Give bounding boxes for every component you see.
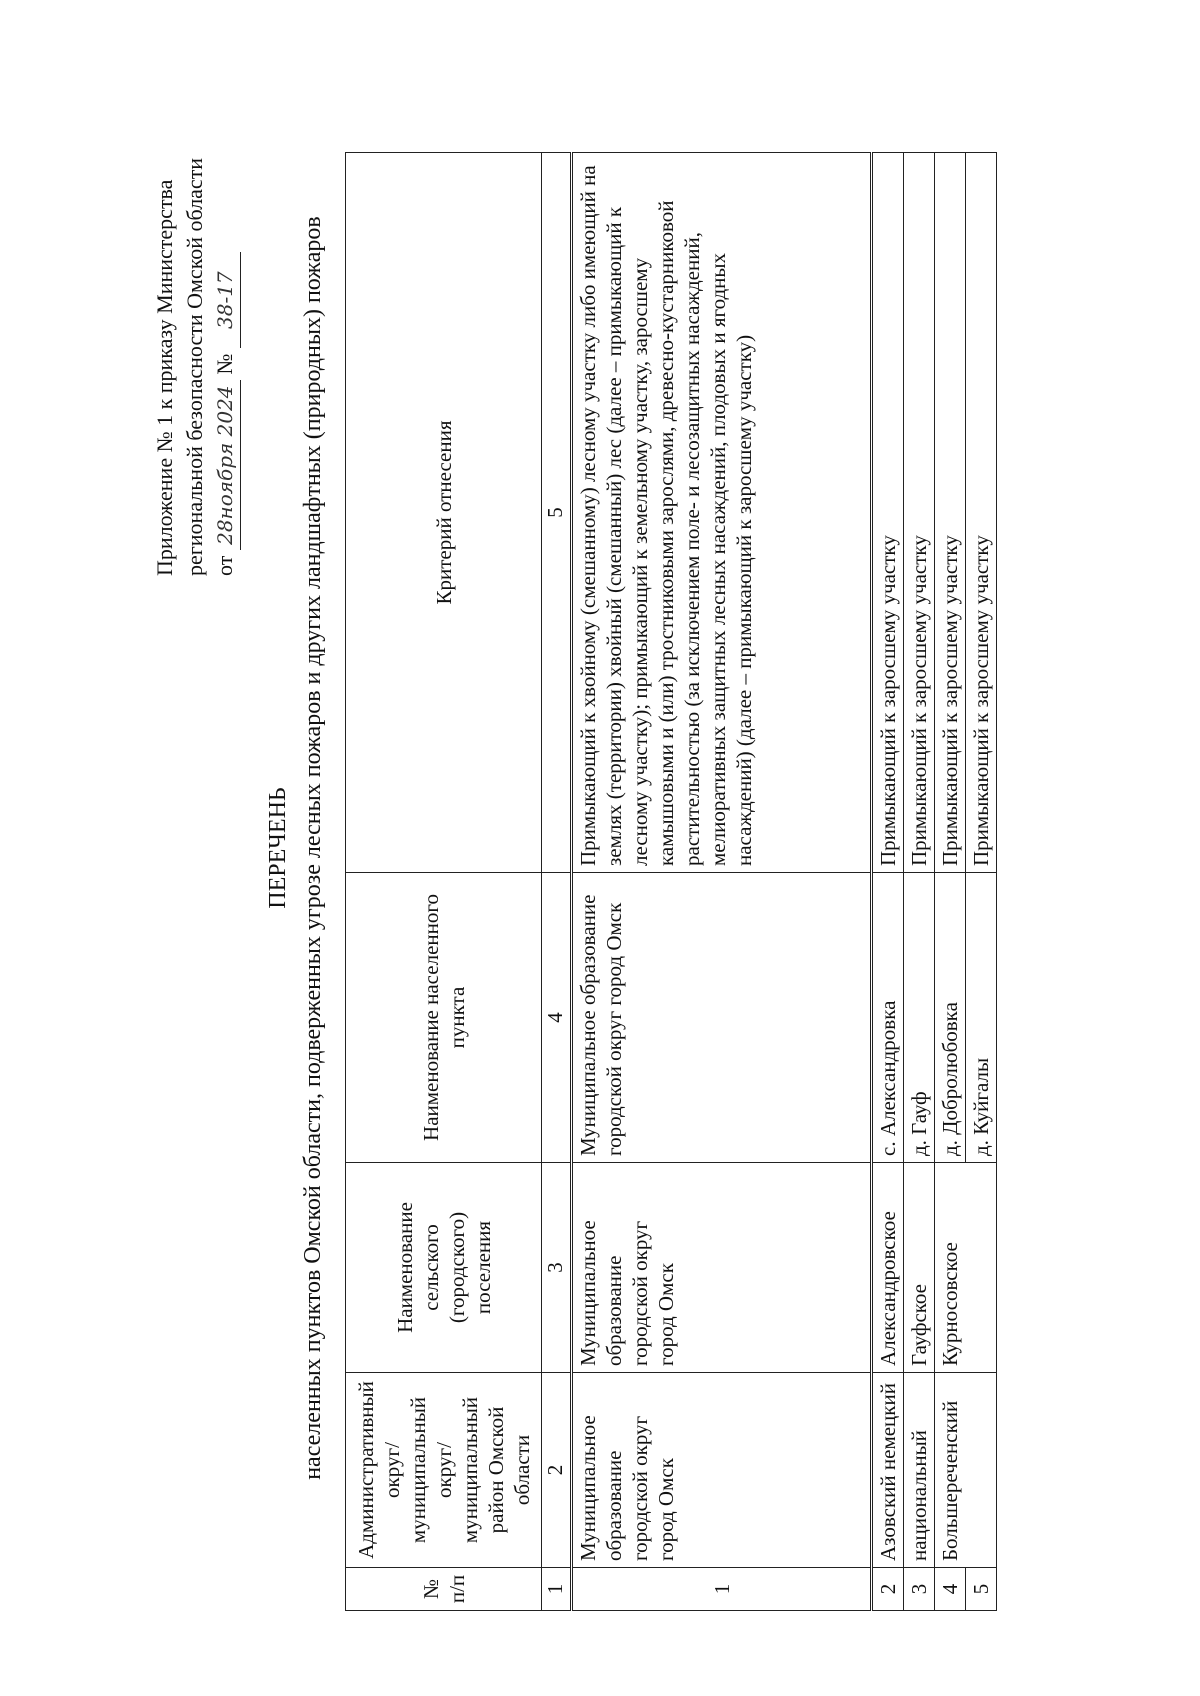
table-row (872, 153, 904, 1611)
header-cell: № п/п (346, 1568, 542, 1611)
column-number-cell: 3 (542, 1163, 572, 1373)
header-cell: Административный округ/ муниципальный округ/ муниципальный район Омской области (346, 1373, 542, 1568)
district-cell: Муниципальное образование городской округ город Омск (572, 1373, 872, 1568)
column-number-cell: 4 (542, 873, 572, 1163)
locality-cell: д. Добролюбовка (935, 873, 966, 1163)
header-cell: Наименование населенного пункта (346, 873, 542, 1163)
locality-cell: д. Гауф (904, 873, 935, 1163)
locality-cell: с. Александровка (872, 873, 904, 1163)
criterion-cell: Примыкающий к хвойному (смешанному) лесному участку либо имеющий на землях (территории) хвойный (смешанный) лес (далее – примыкающий к лесному участку); примыкающий к земельному участку, заросшему камышовыми и (или) тростниковыми зарослями, древесно-кустарниковой растительностью (за исключением поле- и лесозащитных насаждений, мелиоративных защитных лесных насаждений, плодовых и ягодных насаждений) (далее – примыкающий к заросшему участку) (572, 153, 872, 873)
row-number-cell: 2 (872, 1568, 904, 1611)
handwritten-date: 28ноября 2024 (210, 380, 241, 550)
settlement-cell: Гауфское (904, 1163, 935, 1373)
criterion-cell: Примыкающий к заросшему участку (904, 153, 935, 873)
appendix-block (150, 16, 241, 576)
number-label: № (212, 353, 237, 375)
document-subtitle: населенных пунктов Омской области, подверженных угрозе лесных пожаров и других ландшафтных (природных) пожаров (300, 216, 326, 1480)
district-cell: Азовский немецкий (872, 1373, 904, 1568)
row-number-cell: 4 (935, 1568, 966, 1611)
settlements-table (345, 152, 997, 1611)
district-cell: Большереченский (935, 1373, 997, 1568)
appendix-line-1: Приложение № 1 к приказу Министерства (152, 179, 177, 576)
column-number-cell: 1 (542, 1568, 572, 1611)
appendix-line-3 (210, 16, 241, 576)
criterion-cell: Примыкающий к заросшему участку (935, 153, 966, 873)
settlement-cell: Курносовское (935, 1163, 997, 1373)
criterion-cell: Примыкающий к заросшему участку (872, 153, 904, 873)
locality-cell: Муниципальное образование городской округ город Омск (572, 873, 872, 1163)
locality-cell: д. Куйгалы (966, 873, 997, 1163)
settlement-cell: Александровское (872, 1163, 904, 1373)
settlement-cell: Муниципальное образование городской округ город Омск (572, 1163, 872, 1373)
header-cell: Критерий отнесения (346, 153, 542, 873)
table-row (935, 153, 966, 1611)
column-number-row (542, 153, 572, 1611)
column-number-cell: 5 (542, 153, 572, 873)
header-cell: Наименование сельского (городского) поселения (346, 1163, 542, 1373)
table-row (572, 153, 872, 1611)
row-number-cell: 1 (572, 1568, 872, 1611)
column-number-cell: 2 (542, 1373, 572, 1568)
criterion-cell: Примыкающий к заросшему участку (966, 153, 997, 873)
from-label: от (212, 555, 237, 576)
appendix-line-2: региональной безопасности Омской области (182, 157, 207, 576)
table-row (904, 153, 935, 1611)
row-number-cell: 5 (966, 1568, 997, 1611)
table-header-row (346, 153, 542, 1611)
district-cell: национальный (904, 1373, 935, 1568)
document-title: ПЕРЕЧЕНЬ (265, 787, 291, 909)
row-number-cell: 3 (904, 1568, 935, 1611)
handwritten-number: 38-17 (210, 252, 241, 348)
